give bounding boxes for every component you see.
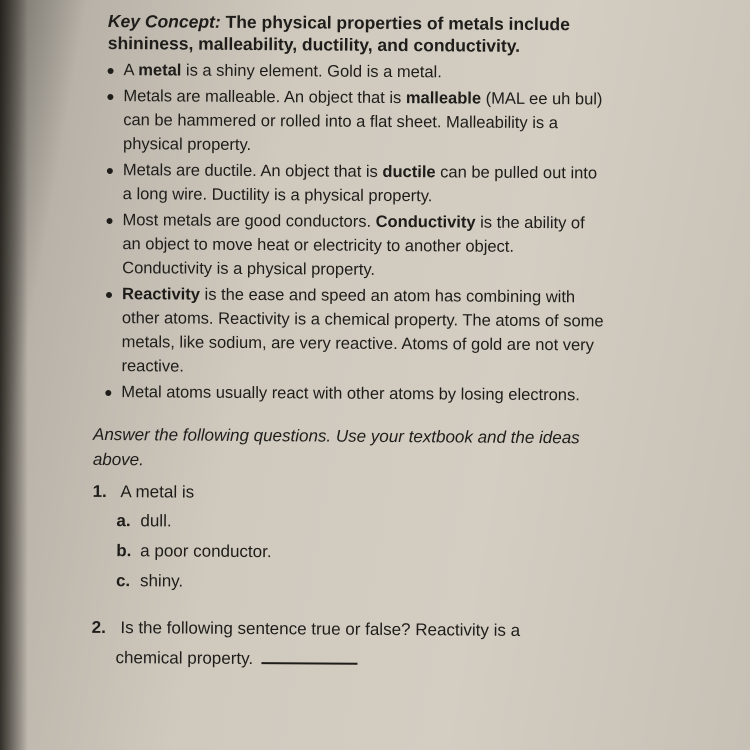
- bullet-icon: [107, 94, 113, 100]
- bullet-text: is the ease and speed an atom has combining with other atoms. Reactivity is a chemical property. The atoms of some metals, like sodium, are very reactive. Atoms of gold are not very reactive.: [121, 285, 604, 376]
- question-text: A metal is: [120, 482, 195, 502]
- choice-text: dull.: [140, 511, 172, 531]
- bullet-item: [106, 208, 606, 283]
- bullet-term: ductile: [382, 162, 436, 182]
- bullet-icon: [106, 292, 112, 298]
- answer-blank[interactable]: [261, 648, 357, 665]
- choice-a[interactable]: [116, 506, 604, 539]
- question-number: 1.: [92, 481, 107, 502]
- bullet-icon: [107, 218, 113, 224]
- choice-letter: a.: [116, 511, 131, 531]
- key-concept-label: Key Concept:: [107, 10, 221, 32]
- bullet-item: [107, 158, 607, 209]
- bullet-text: A: [123, 61, 139, 80]
- choice-letter: c.: [115, 571, 131, 591]
- bullet-term: Reactivity: [121, 285, 201, 304]
- bullet-term: metal: [138, 61, 182, 80]
- answer-choices: [92, 506, 605, 600]
- bullet-text: can be pulled out into a long wire. Ductility is a physical property.: [122, 163, 598, 206]
- question-1: [92, 478, 605, 600]
- bullet-text: Metals are ductile. An object that is: [122, 161, 383, 181]
- bullet-text: Metal atoms usually react with other atoms by losing electrons.: [121, 383, 580, 405]
- choice-b[interactable]: [116, 536, 604, 569]
- worksheet-content: [91, 10, 608, 675]
- bullet-icon: [108, 68, 114, 74]
- bullet-text: Most metals are good conductors.: [122, 211, 376, 231]
- instructions: Answer the following questions. Use your textbook and the ideas above.: [92, 424, 580, 470]
- choice-text: a poor conductor.: [140, 541, 272, 562]
- key-concept-heading: [108, 10, 608, 57]
- bullet-item: [107, 84, 607, 159]
- bullet-text: is the ability of an object to move heat or electricity to another object. Conductivity is a physical property.: [122, 213, 585, 279]
- question-text: chemical property.: [115, 648, 254, 669]
- key-concept-text: The physical properties of metals include shininess, malleability, ductility, and conductivity.: [107, 11, 570, 56]
- bullet-item: [107, 58, 607, 85]
- choice-text: shiny.: [139, 571, 184, 591]
- bullet-text: is a shiny element. Gold is a metal.: [181, 61, 442, 82]
- choice-c[interactable]: [116, 566, 604, 599]
- bullet-item: [105, 282, 606, 381]
- bullet-item: [105, 380, 605, 407]
- question-2: [91, 614, 603, 676]
- bullet-text: Metals are malleable. An object that is: [123, 87, 406, 108]
- choice-letter: b.: [116, 541, 132, 561]
- concept-bullet-list: [105, 58, 607, 407]
- bullet-icon: [107, 168, 113, 174]
- page-edge-shadow: [0, 0, 28, 750]
- question-text: Is the following sentence true or false? Reactivity is a: [120, 618, 521, 640]
- bullet-term: malleable: [405, 89, 482, 108]
- bullet-term: Conductivity: [375, 212, 476, 232]
- bullet-icon: [105, 390, 111, 396]
- question-number: 2.: [91, 617, 106, 637]
- bullet-text: (MAL ee uh bul) can be hammered or rolled into a flat sheet. Malleability is a physical property.: [123, 89, 603, 155]
- question-text-continued: [91, 644, 603, 676]
